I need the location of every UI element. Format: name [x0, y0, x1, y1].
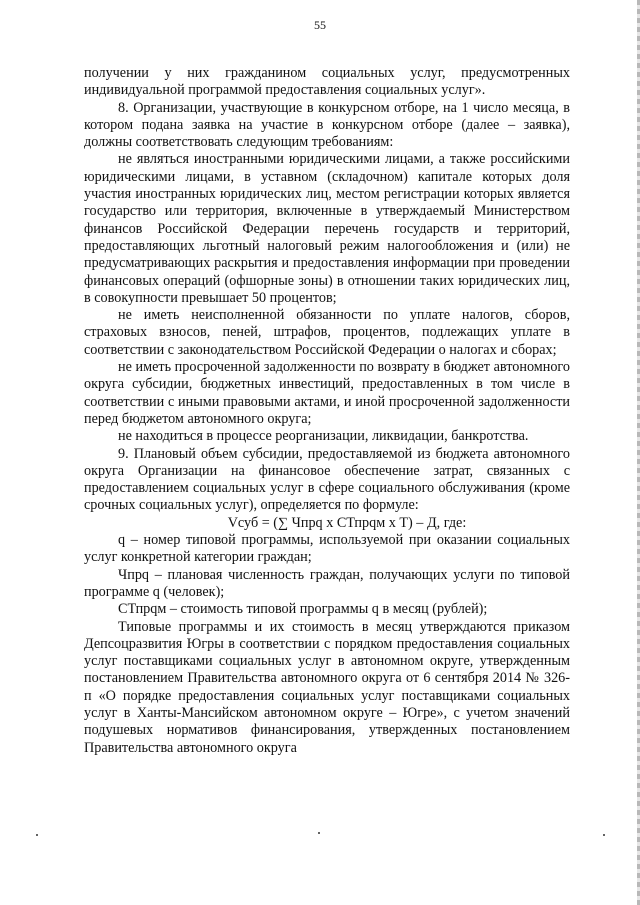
document-body: [84, 65, 570, 757]
scan-speck: [603, 834, 605, 836]
paragraph-requirement-debt: не иметь просроченной задолженности по возврату в бюджет автономного округа субсидии, бюджетных инвестиций, предоставленных в том числе в соответствии с иными правовыми актами, и иной просроченной задолженности перед бюджетом автономного округа;: [84, 359, 570, 427]
paragraph-requirement-taxes: не иметь неисполненной обязанности по уплате налогов, сборов, страховых взносов, пеней, штрафов, процентов, подлежащих уплате в соответствии с законодательством Российской Федерации о налогах и сборах;: [84, 307, 570, 358]
paragraph-definition-stprqm: СТпрqм – стоимость типовой программы q в месяц (рублей);: [118, 601, 488, 618]
paragraph-continuation: получении у них гражданином социальных услуг, предусмотренных индивидуальной программой предоставления социальных услуг».: [84, 65, 570, 99]
scan-speck: [36, 834, 38, 836]
page-number: 55: [314, 18, 326, 32]
paragraph-typical-programs: Типовые программы и их стоимость в месяц утверждаются приказом Депсоцразвития Югры в соответствии с порядком предоставления социальных услуг поставщиками социальных услуг в автономном округе, утвержденным постановлением Правительства автономного округа от 6 сентября 2014 № 326-п «О порядке предоставления социальных услуг поставщиками социальных услуг в Ханты-Мансийском автономном округе – Югре», с учетом значений подушевых нормативов финансирования, утвержденных постановлением Правительства автономного округа: [84, 618, 570, 756]
paragraph-item-8: 8. Организации, участвующие в конкурсном отборе, на 1 число месяца, в котором подана заявка на участие в конкурсном отборе (далее – заявка), должны соответствовать следующим требованиям:: [84, 99, 570, 151]
paragraph-definition-q: q – номер типовой программы, используемой при оказании социальных услуг конкретной категории граждан;: [84, 532, 570, 566]
paragraph-definition-chprq: Чпрq – плановая численность граждан, получающих услуги по типовой программе q (человек);: [84, 566, 570, 600]
paragraph-requirement-foreign: не являться иностранными юридическими лицами, а также российскими юридическими лицами, в уставном (складочном) капитале которых доля участия иностранных юридических лиц, местом регистрации которых является государство или территория, включенные в утверждаемый Министерством финансов Российской Федерации перечень государств и территорий, предоставляющих льготный налоговый режим налогообложения и (или) не предусматривающих раскрытия и предоставления информации при проведении финансовых операций (офшорные зоны) в отношении таких юридических лиц, в совокупности превышает 50 процентов;: [84, 151, 570, 306]
scan-speck: [318, 832, 320, 834]
paragraph-item-9: 9. Плановый объем субсидии, предоставляемой из бюджета автономного округа Организации на финансовое обеспечение затрат, связанных с предоставлением социальных услуг в сфере социального обслуживания (кроме срочных социальных услуг), определяется по формуле:: [84, 445, 570, 514]
paragraph-requirement-reorganization: не находиться в процессе реорганизации, ликвидации, банкротства.: [118, 428, 529, 445]
formula: Vсуб = (∑ Чпрq x СТпрqм x Т) – Д, где:: [227, 514, 467, 531]
